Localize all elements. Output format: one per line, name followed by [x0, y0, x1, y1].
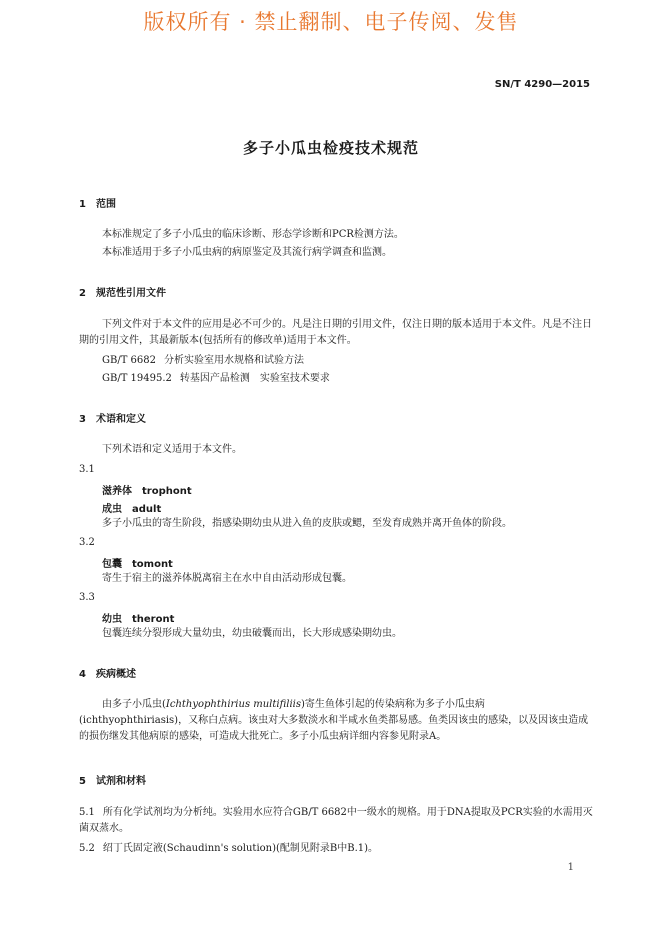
- clause-text: 所有化学试剂均为分析纯。实验用水应符合GB/T 6682中一级水的规格。用于DNA提取及PCR实验的水需用灭菌双蒸水。: [79, 807, 593, 834]
- term-english: adult: [132, 504, 162, 515]
- section-5-heading: [79, 772, 146, 787]
- paragraph: 本标准规定了多子小瓜虫的临床诊断、形态学诊断和PCR检测方法。: [102, 229, 404, 240]
- clause: [79, 841, 378, 857]
- reference-code: GB/T 19495.2: [102, 373, 172, 384]
- term-chinese: 成虫: [102, 504, 122, 515]
- reference-item: [102, 353, 304, 369]
- paragraph: 下列术语和定义适用于本文件。: [102, 444, 242, 455]
- term-chinese: 包囊: [102, 559, 122, 570]
- clause-text: 绍丁氏固定液(Schaudinn's solution)(配制见附录B中B.1)。: [102, 843, 379, 854]
- section-3-heading: [79, 410, 146, 425]
- standard-number: SN/T 4290—2015: [494, 79, 590, 90]
- reference-title: 分析实验室用水规格和试验方法: [164, 355, 305, 366]
- term-number: 3.3: [79, 592, 95, 603]
- section-2-heading: [79, 284, 166, 299]
- section-number: 2: [79, 288, 86, 299]
- section-number: 5: [79, 776, 86, 787]
- section-4-heading: [79, 665, 136, 680]
- term-heading: [102, 555, 173, 570]
- copyright-watermark: 版权所有 · 禁止翻制、电子传阅、发售: [143, 10, 519, 34]
- section-1-heading: [79, 195, 116, 210]
- clause-number: 5.2: [79, 843, 95, 854]
- paragraph-text: )寄生鱼体引起的传染病称为多子小瓜虫病(ichthyophthiriasis)，又称白点病。该虫对大多数淡水和半咸水鱼类都易感。鱼类因该虫的感染，以及因该虫造成的损伤继发其他病原的感染，可造成大批死亡。多子小瓜虫病详细内容参见附录A。: [79, 699, 589, 742]
- document-title: 多子小瓜虫检疫技术规范: [242, 139, 419, 157]
- paragraph: 本标准适用于多子小瓜虫病的病原鉴定及其流行病学调查和监测。: [102, 247, 392, 258]
- paragraph: 下列文件对于本文件的应用是必不可少的。凡是注日期的引用文件，仅注日期的版本适用于本文件。凡是不注日期的引用文件，其最新版本(包括所有的修改单)适用于本文件。: [79, 319, 592, 346]
- scientific-name: Ichthyophthirius multifiliis: [165, 699, 301, 710]
- section-number: 1: [79, 199, 86, 210]
- term-heading: [102, 482, 192, 497]
- page-number: 1: [567, 862, 574, 873]
- term-number: 3.1: [79, 464, 95, 475]
- section-title: 规范性引用文件: [96, 288, 166, 299]
- term-definition: 多子小瓜虫的寄生阶段，指感染期幼虫从进入鱼的皮肤或鳃，至发育成熟并离开鱼体的阶段。: [102, 518, 512, 529]
- section-title: 术语和定义: [96, 414, 146, 425]
- term-chinese: 滋养体: [102, 486, 132, 497]
- term-heading: [102, 610, 174, 625]
- clause-number: 5.1: [79, 807, 95, 818]
- section-number: 4: [79, 669, 86, 680]
- term-heading: [102, 500, 161, 515]
- term-definition: 寄生于宿主的滋养体脱离宿主在水中自由活动形成包囊。: [102, 573, 352, 584]
- section-title: 范围: [96, 199, 116, 210]
- clause: [79, 805, 593, 837]
- section-title: 疾病概述: [96, 669, 136, 680]
- term-english: trophont: [142, 486, 192, 497]
- reference-title: 转基因产品检测 实验室技术要求: [179, 373, 330, 384]
- term-definition: 包囊连续分裂形成大量幼虫，幼虫破囊而出，长大形成感染期幼虫。: [102, 628, 402, 639]
- term-chinese: 幼虫: [102, 614, 122, 625]
- paragraph-text: 由多子小瓜虫(: [102, 699, 166, 710]
- term-english: theront: [132, 614, 175, 625]
- paragraph: [79, 697, 593, 745]
- reference-code: GB/T 6682: [102, 355, 157, 366]
- reference-item: [102, 371, 330, 387]
- term-number: 3.2: [79, 537, 95, 548]
- term-english: tomont: [132, 559, 173, 570]
- section-title: 试剂和材料: [96, 776, 146, 787]
- section-number: 3: [79, 414, 86, 425]
